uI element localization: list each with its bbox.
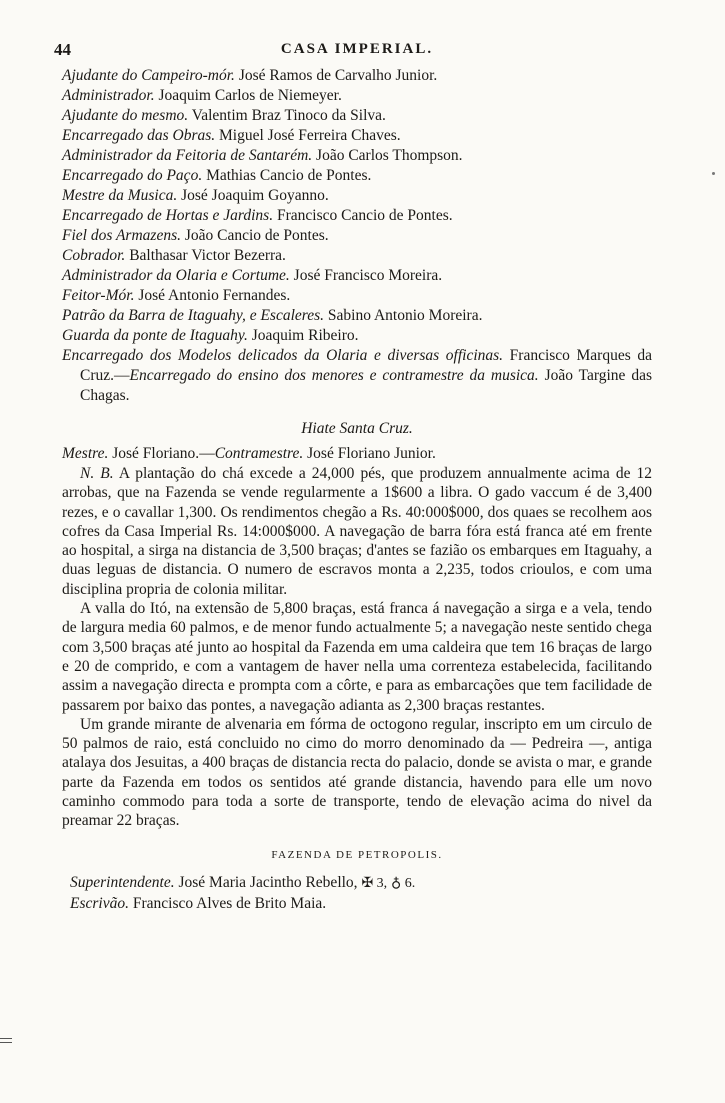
paragraph-mirante: Um grande mirante de alvenaria em fórma de octogono regular, inscripto em um circulo de 50 palmos de raio, está concluido no cimo do morro denominado da — Pedreira —, antiga atalaya dos Jesuitas, a 400 braças de distancia recta do palacio, donde se avista o mar, e grande parte da Fazenda em todos os sentidos até grande distancia, havendo para elle um novo caminho commodo para toda a sorte de transporte, tendo de elevação acima do nivel da preamar 22 braças. [62, 715, 652, 830]
entry-title: Administrador da Feitoria de Santarém. [62, 147, 313, 164]
entry-title: Guarda da ponte de Itaguahy. [62, 327, 248, 344]
staff-entry [62, 166, 652, 186]
entry-name: Sabino Antonio Moreira. [327, 307, 483, 324]
entry-title: Encarregado de Hortas e Jardins. [62, 207, 274, 224]
entry-title: Superintendente. [70, 873, 175, 891]
entry-title: Mestre da Musica. [62, 187, 178, 204]
staff-entry [62, 246, 652, 266]
paragraph-nb [62, 464, 652, 599]
entry-name: José Ramos de Carvalho Junior. [238, 67, 438, 84]
superintendente-entry [62, 873, 652, 894]
staff-entry [62, 226, 652, 246]
entry-name: Francisco Cancio de Pontes. [276, 207, 453, 224]
entry-title: Ajudante do mesmo. [62, 107, 189, 124]
running-title: CASA IMPERIAL. [280, 41, 434, 57]
staff-entry [62, 126, 652, 146]
nb-label: N. B. [80, 465, 114, 482]
entry-name: José Joaquim Goyanno. [181, 187, 329, 204]
entry-name: José Francisco Moreira. [293, 267, 443, 284]
margin-mark-icon [0, 1038, 12, 1043]
entry-name: Joaquim Ribeiro. [251, 327, 359, 344]
paragraph-valla: A valla do Itó, na extensão de 5,800 braças, está franca á navegação a sirga e a vela, tendo de largura media 60 palmos, e de menor fundo actualmente 5; a navegação neste sentido chega com 3,500 braças até junto ao hospital da Fazenda em uma caldeira que tem 16 braças de largo e 20 de comprido, e com a vantagem de haver nella uma correnteza estabelecida, facilitando assim a navegação directa e prompta com a côrte, e para as embarcações que tem facilidade de passarem por baixo das pontes, a navegação adianta as 2,300 braças restantes. [62, 600, 652, 714]
entry-name: João Carlos Thompson. [316, 147, 463, 164]
staff-entry [62, 66, 652, 86]
staff-entry [62, 326, 652, 346]
entry-title: Administrador da Olaria e Cortume. [62, 267, 290, 284]
staff-entry [62, 206, 652, 226]
page-header [54, 40, 652, 66]
entry-title: Ajudante do Campeiro-mór. [62, 67, 235, 84]
entry-name: Balthasar Victor Bezerra. [129, 247, 286, 264]
entry-name: Mathias Cancio de Pontes. [206, 167, 372, 184]
entry-name: Valentim Braz Tinoco da Silva. [191, 107, 386, 124]
entry-title: Cobrador. [62, 247, 126, 264]
staff-entry [62, 186, 652, 206]
entry-name: João Cancio de Pontes. [184, 227, 329, 244]
staff-entry [62, 266, 652, 286]
contramestre-name: José Floriano Junior. [307, 445, 436, 462]
order-badge-icon: ♁ 6. [391, 875, 416, 891]
mestre-title: Mestre. [62, 445, 109, 462]
entry-name: Miguel José Ferreira Chaves. [219, 127, 401, 144]
hiate-crew: Mestre. José Floriano.—Contramestre. José Floriano Junior. [62, 445, 436, 462]
staff-entry [62, 146, 652, 166]
long-entry: Encarregado dos Modelos delicados da Olaria e diversas officinas. Francisco Marques da Cruz.—Encarregado do ensino dos menores e contramestre da musica. João Targine das Chagas. [62, 347, 652, 404]
entry-title: Encarregado do Paço. [62, 167, 203, 184]
entry-name: José Antonio Fernandes. [138, 287, 291, 304]
entry-title: Encarregado dos Modelos delicados da Olaria e diversas officinas. [62, 347, 504, 364]
hiate-heading: Hiate Santa Cruz. [301, 420, 413, 437]
staff-entry [62, 286, 652, 306]
staff-entry [62, 306, 652, 326]
entry-name: Joaquim Carlos de Niemeyer. [158, 87, 342, 104]
petropolis-heading: FAZENDA DE PETROPOLIS. [271, 848, 443, 861]
paragraph-text: A plantação do chá excede a 24,000 pés, que produzem annualmente acima de 12 arrobas, que na Fazenda se vende regularmente a 1$600 a libra. O gado vaccum é de 3,400 rezes, e o cavallar 1,300. Os rendimentos chegão a Rs. 40:000$000, dos quaes se recolhem aos cofres da Casa Imperial Rs. 14:000$000. A navegação de barra fóra está franca até em frente ao hospital, a sirga na distancia de 3,500 braças; d'antes se fazião os embarques em Itaguahy, a duas leguas de distancia. O numero de escravos monta a 2,235, todos crioulos, e com uma disciplina propria de colonia militar. [62, 465, 652, 598]
entry-title: Encarregado do ensino dos menores e contramestre da musica. [129, 367, 539, 384]
order-cross-icon: ✠ 3, [361, 875, 388, 891]
staff-entry [62, 86, 652, 106]
entry-title: Administrador. [62, 87, 155, 104]
entry-title: Escrivão. [70, 894, 129, 912]
entry-name: Francisco Marques da Cruz. [80, 347, 652, 384]
staff-entry [62, 106, 652, 126]
staff-list [62, 66, 652, 346]
contramestre-title: Contramestre. [214, 445, 304, 462]
entry-title: Fiel dos Armazens. [62, 227, 181, 244]
entry-title: Feitor-Mór. [62, 287, 135, 304]
entry-title: Encarregado das Obras. [62, 127, 216, 144]
entry-name: Francisco Alves de Brito Maia. [132, 894, 327, 912]
page [54, 40, 652, 914]
page-number: 44 [54, 40, 71, 59]
escrivao-entry [62, 894, 652, 914]
entry-name: João Targine das Chagas. [80, 367, 652, 404]
mestre-name: José Floriano. [112, 445, 200, 462]
entry-name: José Maria Jacintho Rebello, [178, 873, 358, 891]
speck-icon [712, 172, 715, 175]
entry-title: Patrão da Barra de Itaguahy, e Escaleres. [62, 307, 325, 324]
